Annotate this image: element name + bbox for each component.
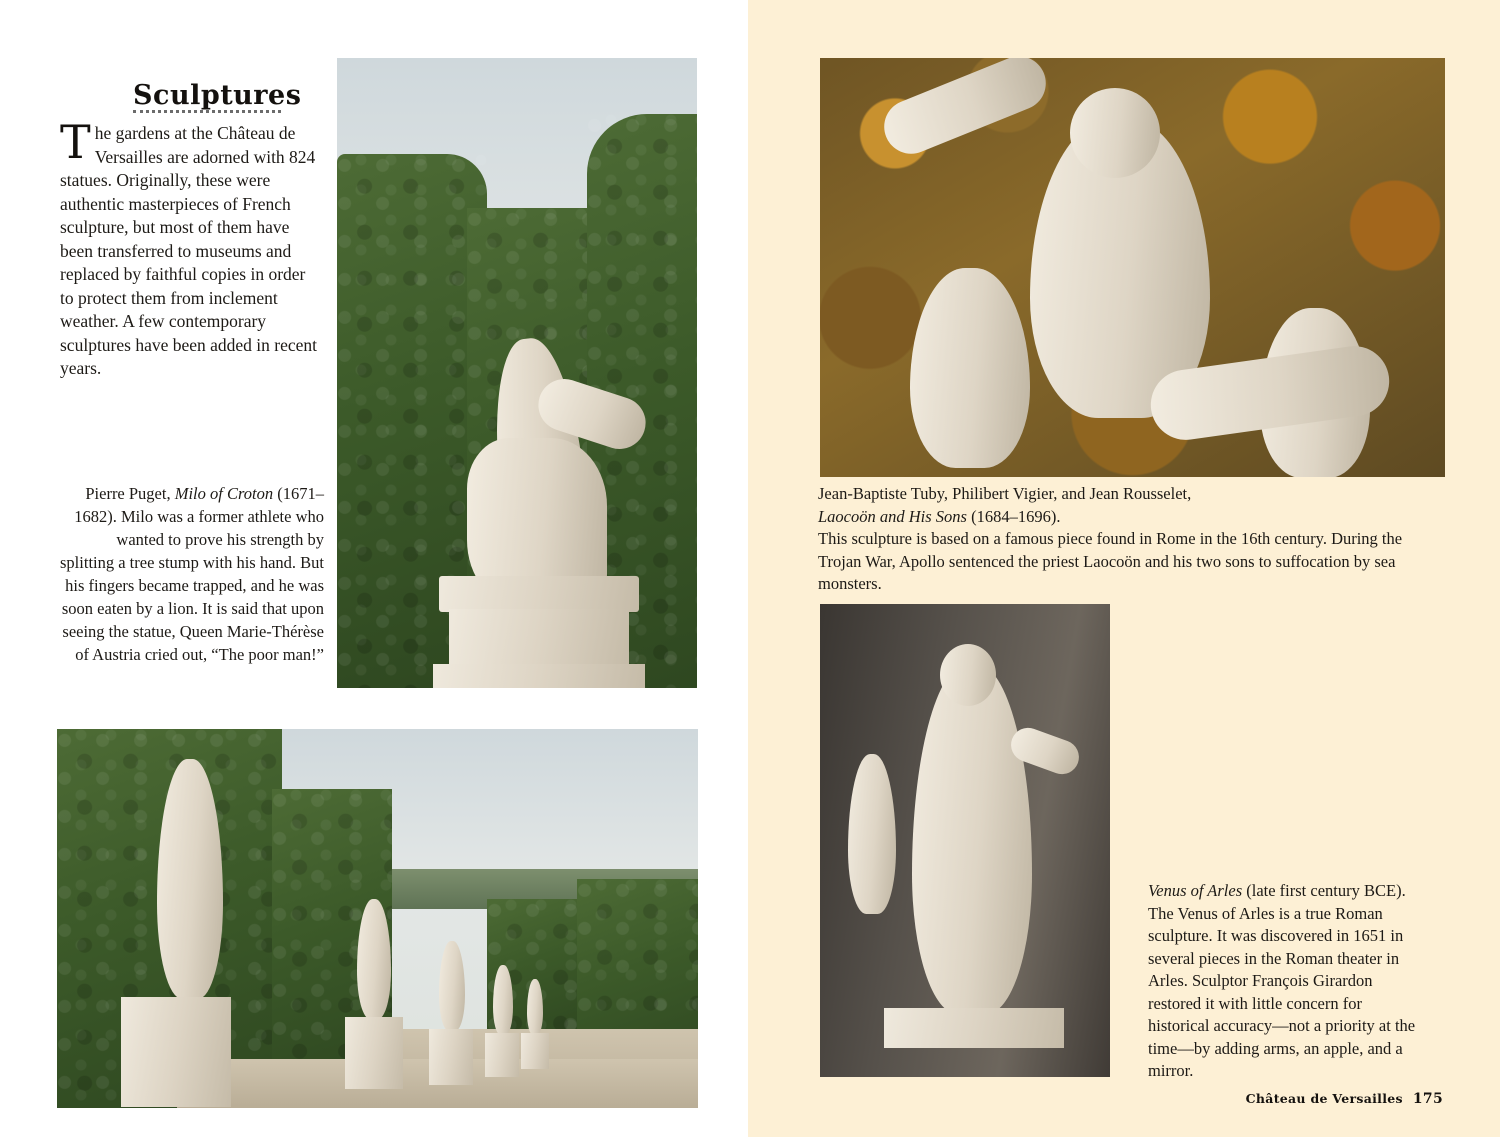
caption-venus-of-arles [1148,880,1420,1083]
photo-laocoon-and-his-sons [820,58,1445,477]
photo-venus-of-arles [820,604,1110,1077]
caption-body: The Venus of Arles is a true Roman sculpture. It was discovered in 1651 in several pieces in the Roman theater in Arles. Sculptor François Girardon restored it with little concern for historical accuracy—not a priority at the time—by adding arms, an apple, and a mirror. [1148,903,1416,1080]
statue-4 [493,965,513,1035]
statue-2 [357,899,391,1019]
statue-5 [527,979,543,1035]
statue-4-pedestal [485,1033,519,1077]
caption-milo-of-croton [60,482,324,666]
photo-milo-of-croton [337,58,697,688]
caption-dates: (1684–1696). [966,506,1061,526]
caption-work-title: Milo of Croton [174,484,274,503]
statue-2-pedestal [345,1017,403,1089]
page-footer [1246,1091,1443,1107]
statue-plinth-top [439,576,639,612]
statue-pedestal-base [433,664,645,688]
caption-dates: (1671–1682). [74,484,324,526]
caption-attribution: Pierre Puget, [85,484,175,503]
footer-book-title: Château de Versailles [1245,1091,1403,1106]
photo-statue-allee [57,729,698,1108]
statue-1-pedestal [121,997,231,1107]
statue-3 [439,941,465,1031]
intro-text: he gardens at the Château de Versailles are adorned with 824 statues. Originally, these were authentic masterpieces of French sculpture, but most of them have been transferred to museums and replaced by faithful copies in order to protect them from inclement weather. A few contemporary sculptures have been added in recent years. [60,123,318,378]
caption-dates: (late first century BCE). [1242,881,1406,900]
page-number: 175 [1412,1091,1443,1107]
title-divider [133,104,281,113]
statue-3-pedestal [429,1029,473,1085]
caption-body: This sculpture is based on a famous piece found in Rome in the 16th century. During the Trojan War, Apollo sentenced the priest Laocoön and his two sons to suffocation by sea monsters. [818,529,1403,593]
intro-paragraph [60,115,322,381]
caption-attribution: Jean-Baptiste Tuby, Philibert Vigier, and Jean Rousselet, [818,484,1192,503]
venus-head [940,644,996,706]
statue-5-pedestal [521,1033,549,1069]
caption-body: Milo was a former athlete who wanted to prove his strength by splitting a tree stump with his hand. But his fingers became trapped, and he was soon eaten by a lion. It is said that upon seeing the statue, Queen Marie-Thérèse of Austria cried out, “The poor man!” [60,507,324,664]
caption-work-title: Venus of Arles [1148,881,1243,900]
drop-cap: T [60,115,91,169]
statue-pedestal [449,609,629,667]
caption-work-title: Laocoön and His Sons [818,506,967,526]
venus-plinth [884,1008,1064,1048]
laocoon-head [1070,88,1160,178]
page-title: Sculptures [133,80,302,112]
caption-laocoon-and-his-sons [818,483,1418,596]
